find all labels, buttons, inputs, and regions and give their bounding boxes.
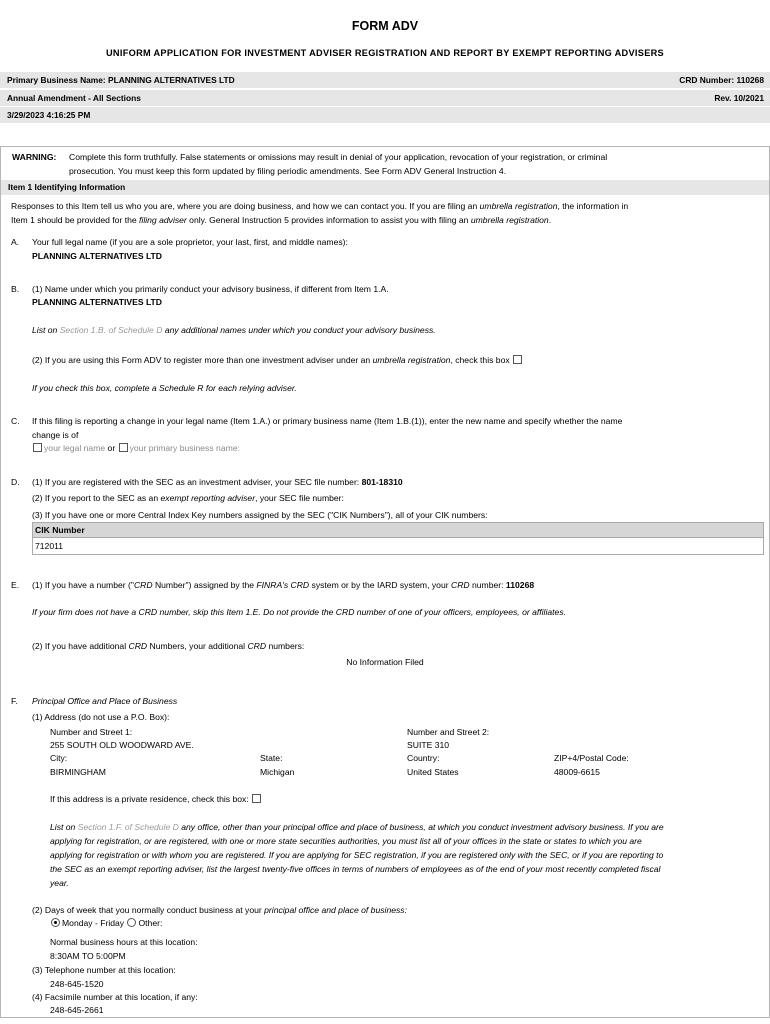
form-title: FORM ADV <box>351 19 419 33</box>
item-f-list-note-5: year. <box>50 878 69 888</box>
fax-value: 248-645-2661 <box>50 1005 104 1015</box>
primary-business-name: Primary Business Name: PLANNING ALTERNATIVES LTD <box>7 75 235 85</box>
item-f-list-note-2: applying for registration, or are registered, with one or more state securities authorities, you must list all of your offices in the state or states to which you are <box>50 836 642 846</box>
crd-number-value: 110268 <box>505 580 535 590</box>
street2-value: SUITE 310 <box>407 740 450 750</box>
street1-label: Number and Street 1: <box>50 727 133 737</box>
item-b1-question: (1) Name under which you primarily conduct your advisory business, if different from Item 1.A. <box>32 284 389 294</box>
cik-number-value: 712011 <box>35 541 64 551</box>
state-value: Michigan <box>260 767 295 777</box>
city-label: City: <box>50 753 68 763</box>
item-b2-note: If you check this box, complete a Schedule R for each relying adviser. <box>32 383 297 393</box>
item-b-letter: B. <box>11 284 20 294</box>
item1-heading-band <box>1 180 769 195</box>
item-c-text-2: change is of <box>32 430 79 440</box>
warning-text-1: Complete this form truthfully. False statements or omissions may result in denial of your application, revocation of your registration, or criminal <box>69 152 608 162</box>
street2-label: Number and Street 2: <box>407 727 490 737</box>
cik-table-header: CIK Number <box>32 522 764 538</box>
city-value: BIRMINGHAM <box>50 767 106 777</box>
state-label: State: <box>260 753 283 763</box>
item-e1-question: (1) If you have a number ("CRD Number") assigned by the FINRA's CRD system or by the IARD system, your CRD number: 110268 <box>32 580 535 590</box>
monday-friday-radio[interactable] <box>51 918 60 927</box>
hours-label: Normal business hours at this location: <box>50 937 198 947</box>
no-information-filed: No Information Filed <box>346 657 424 667</box>
legal-name-value: PLANNING ALTERNATIVES LTD <box>32 251 163 261</box>
header-band-2 <box>0 90 770 106</box>
form-subtitle: UNIFORM APPLICATION FOR INVESTMENT ADVISER REGISTRATION AND REPORT BY EXEMPT REPORTING ADVISERS <box>105 48 664 58</box>
phone-label: (3) Telephone number at this location: <box>32 965 176 975</box>
address-question: (1) Address (do not use a P.O. Box): <box>32 712 170 722</box>
schedule-d-1b-link[interactable]: Section 1.B. of Schedule D <box>59 325 163 335</box>
warning-text-2: prosecution. You must keep this form updated by filing periodic amendments. See Form ADV General Instruction 4. <box>69 166 507 176</box>
days-question: (2) Days of week that you normally conduct business at your principal office and place of business: <box>32 905 407 915</box>
warning-label: WARNING: <box>12 152 57 162</box>
street1-value: 255 SOUTH OLD WOODWARD AVE. <box>50 740 194 750</box>
item-f-list-note-4: the SEC as an exempt reporting adviser, list the largest twenty-five offices in terms of numbers of employees as of the end of your most recently completed fiscal <box>50 864 661 874</box>
item-c-options: your legal name or your primary business name: <box>32 443 240 453</box>
item-f-list-note-1: List on Section 1.F. of Schedule D any office, other than your principal office and place of business, at which you conduct investment advisory business. If you are <box>50 822 664 832</box>
zip-value: 48009-6615 <box>554 767 600 777</box>
country-value: United States <box>407 767 459 777</box>
item-c-letter: C. <box>11 416 20 426</box>
hours-value: 8:30AM TO 5:00PM <box>50 951 126 961</box>
item-a-question: Your full legal name (if you are a sole proprietor, your last, first, and middle names): <box>32 237 348 247</box>
item-e-note: If your firm does not have a CRD number, skip this Item 1.E. Do not provide the CRD number of one of your officers, employees, or affiliates. <box>32 607 567 617</box>
item-b-list-note: List on Section 1.B. of Schedule D any additional names under which you conduct your advisory business. <box>32 325 436 335</box>
header-band-3 <box>0 107 770 123</box>
business-name-value: PLANNING ALTERNATIVES LTD <box>32 297 163 307</box>
item1-heading: Item 1 Identifying Information <box>8 182 126 192</box>
amendment-type: Annual Amendment - All Sections <box>7 93 141 103</box>
private-residence-question: If this address is a private residence, check this box: <box>50 794 263 804</box>
days-options: Monday - Friday Other: <box>50 918 162 928</box>
item-c-text-1: If this filing is reporting a change in your legal name (Item 1.A.) or primary business name (Item 1.B.(1)), enter the new name and specify whether the name <box>32 416 623 426</box>
form-revision: Rev. 10/2021 <box>714 93 764 103</box>
item-f-heading: Principal Office and Place of Business <box>32 696 178 706</box>
item1-intro-2: Item 1 should be provided for the filing adviser only. General Instruction 5 provides information to assist you with filing an umbrella registration. <box>11 215 552 225</box>
filing-timestamp: 3/29/2023 4:16:25 PM <box>7 110 91 120</box>
sec-file-number: 801-18310 <box>361 477 403 487</box>
item-e-letter: E. <box>11 580 20 590</box>
item-d2-question: (2) If you report to the SEC as an exempt reporting adviser, your SEC file number: <box>32 493 344 503</box>
umbrella-registration-checkbox[interactable] <box>513 355 522 364</box>
phone-value: 248-645-1520 <box>50 979 104 989</box>
zip-label: ZIP+4/Postal Code: <box>554 753 629 763</box>
business-name-change-checkbox[interactable] <box>119 443 128 452</box>
private-residence-checkbox[interactable] <box>252 794 261 803</box>
item1-intro-1: Responses to this Item tell us who you are, where you are doing business, and how we can contact you. If you are filing an umbrella registration, the information in <box>11 201 629 211</box>
item-d1-question: (1) If you are registered with the SEC as an investment adviser, your SEC file number: 801-18310 <box>32 477 403 487</box>
item-e2-question: (2) If you have additional CRD Numbers, your additional CRD numbers: <box>32 641 305 651</box>
item-b2-question: (2) If you are using this Form ADV to register more than one investment adviser under an umbrella registration, check this box <box>32 355 524 365</box>
fax-label: (4) Facsimile number at this location, if any: <box>32 992 198 1002</box>
schedule-d-1f-link[interactable]: Section 1.F. of Schedule D <box>77 822 179 832</box>
header-band-1 <box>0 72 770 88</box>
item-f-list-note-3: applying for registration or with whom you are registered. If you are applying for SEC registration, if you are registered only with the SEC, or if you are reporting to <box>50 850 664 860</box>
country-label: Country: <box>407 753 440 763</box>
item-d-letter: D. <box>11 477 20 487</box>
item-a-letter: A. <box>11 237 20 247</box>
item-d3-question: (3) If you have one or more Central Index Key numbers assigned by the SEC ("CIK Numbers"), all of your CIK numbers: <box>32 510 488 520</box>
legal-name-change-checkbox[interactable] <box>33 443 42 452</box>
cik-table-row <box>32 538 764 555</box>
other-days-radio[interactable] <box>127 918 136 927</box>
crd-number: CRD Number: 110268 <box>679 75 764 85</box>
item-f-letter: F. <box>11 696 18 706</box>
